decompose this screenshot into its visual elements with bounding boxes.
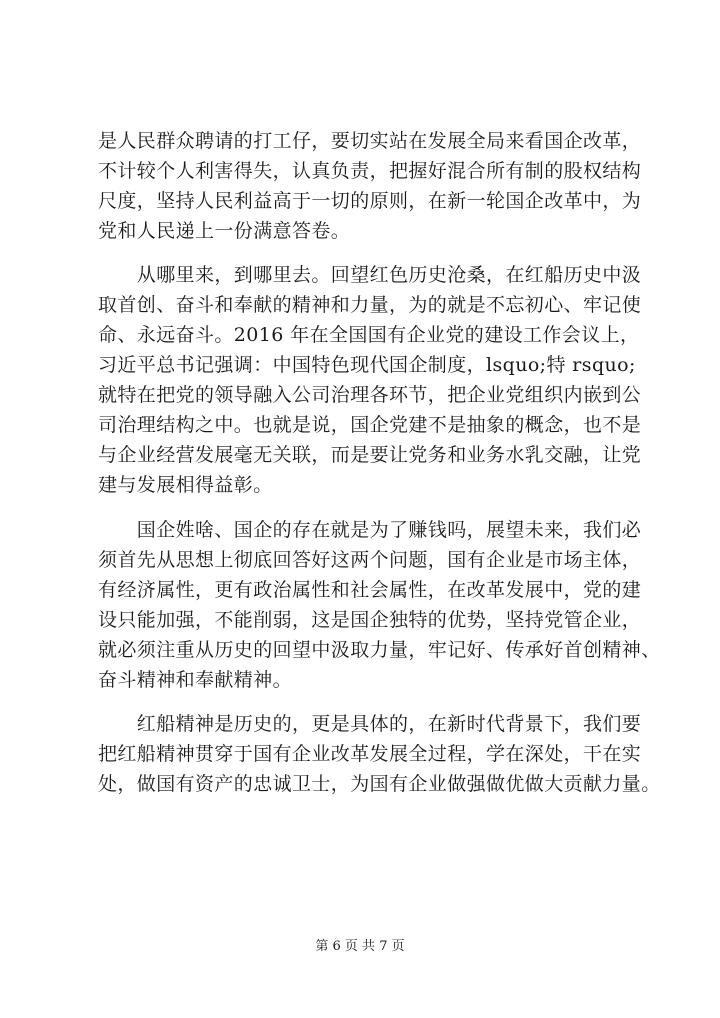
text-line: 红船精神是历史的，更是具体的，在新时代背景下，我们要 — [98, 712, 642, 735]
text-line: 设只能加强，不能削弱，这是国企独特的优势，坚持党管企业， — [98, 608, 642, 631]
paragraph-gap — [98, 500, 638, 514]
paragraph-4 — [98, 709, 661, 799]
text-line: 党和人民递上一份满意答卷。 — [98, 220, 351, 242]
text-line: 从哪里来，到哪里去。回望红色历史沧桑，在红船历史中汲 — [98, 264, 642, 287]
text-line: 把红船精神贯穿于国有企业改革发展全过程，学在深处，干在实 — [98, 742, 642, 765]
text-line: 不计较个人利害得失，认真负责，把握好混合所有制的股权结构 — [98, 160, 642, 182]
document-body — [98, 126, 661, 799]
text-line: 建与发展相得益彰。 — [98, 474, 273, 497]
text-line: 取首创、奋斗和奉献的精神和力量，为的就是不忘初心、牢记使 — [98, 294, 642, 317]
text-line: 处，做国有资产的忠诚卫士，为国有企业做强做优做大贡献力量。 — [98, 772, 661, 795]
paragraph-3 — [98, 515, 661, 695]
text-line: 与企业经营发展毫无关联，而是要让党务和业务水乳交融，让党 — [98, 444, 642, 467]
text-line: 奋斗精神和奉献精神。 — [98, 668, 293, 691]
text-line: 尺度，坚持人民利益高于一切的原则，在新一轮国企改革中，为 — [98, 190, 642, 212]
text-line: 是人民群众聘请的打工仔，要切实站在发展全局来看国企改革， — [98, 130, 642, 152]
paragraph-2 — [98, 260, 642, 500]
paragraph-gap — [98, 695, 638, 709]
text-line: 命、永远奋斗。2016 年在全国国有企业党的建设工作会议上， — [98, 324, 640, 347]
text-line: 就必须注重从历史的回望中汲取力量，牢记好、传承好首创精神、 — [98, 638, 661, 661]
text-line: 须首先从思想上彻底回答好这两个问题，国有企业是市场主体， — [98, 548, 642, 571]
text-line: 有经济属性，更有政治属性和社会属性，在改革发展中，党的建 — [98, 578, 642, 601]
text-line: 司治理结构之中。也就是说，国企党建不是抽象的概念，也不是 — [98, 414, 642, 437]
paragraph-gap — [98, 246, 638, 260]
paragraph-1 — [98, 126, 642, 246]
text-line: 国企姓啥、国企的存在就是为了赚钱吗，展望未来，我们必 — [98, 518, 642, 541]
page-number-footer: 第 6 页 共 7 页 — [315, 939, 405, 954]
text-line: 习近平总书记强调：中国特色现代国企制度，lsquo;特 rsquo; — [98, 354, 636, 377]
text-line: 就特在把党的领导融入公司治理各环节，把企业党组织内嵌到公 — [98, 384, 642, 407]
